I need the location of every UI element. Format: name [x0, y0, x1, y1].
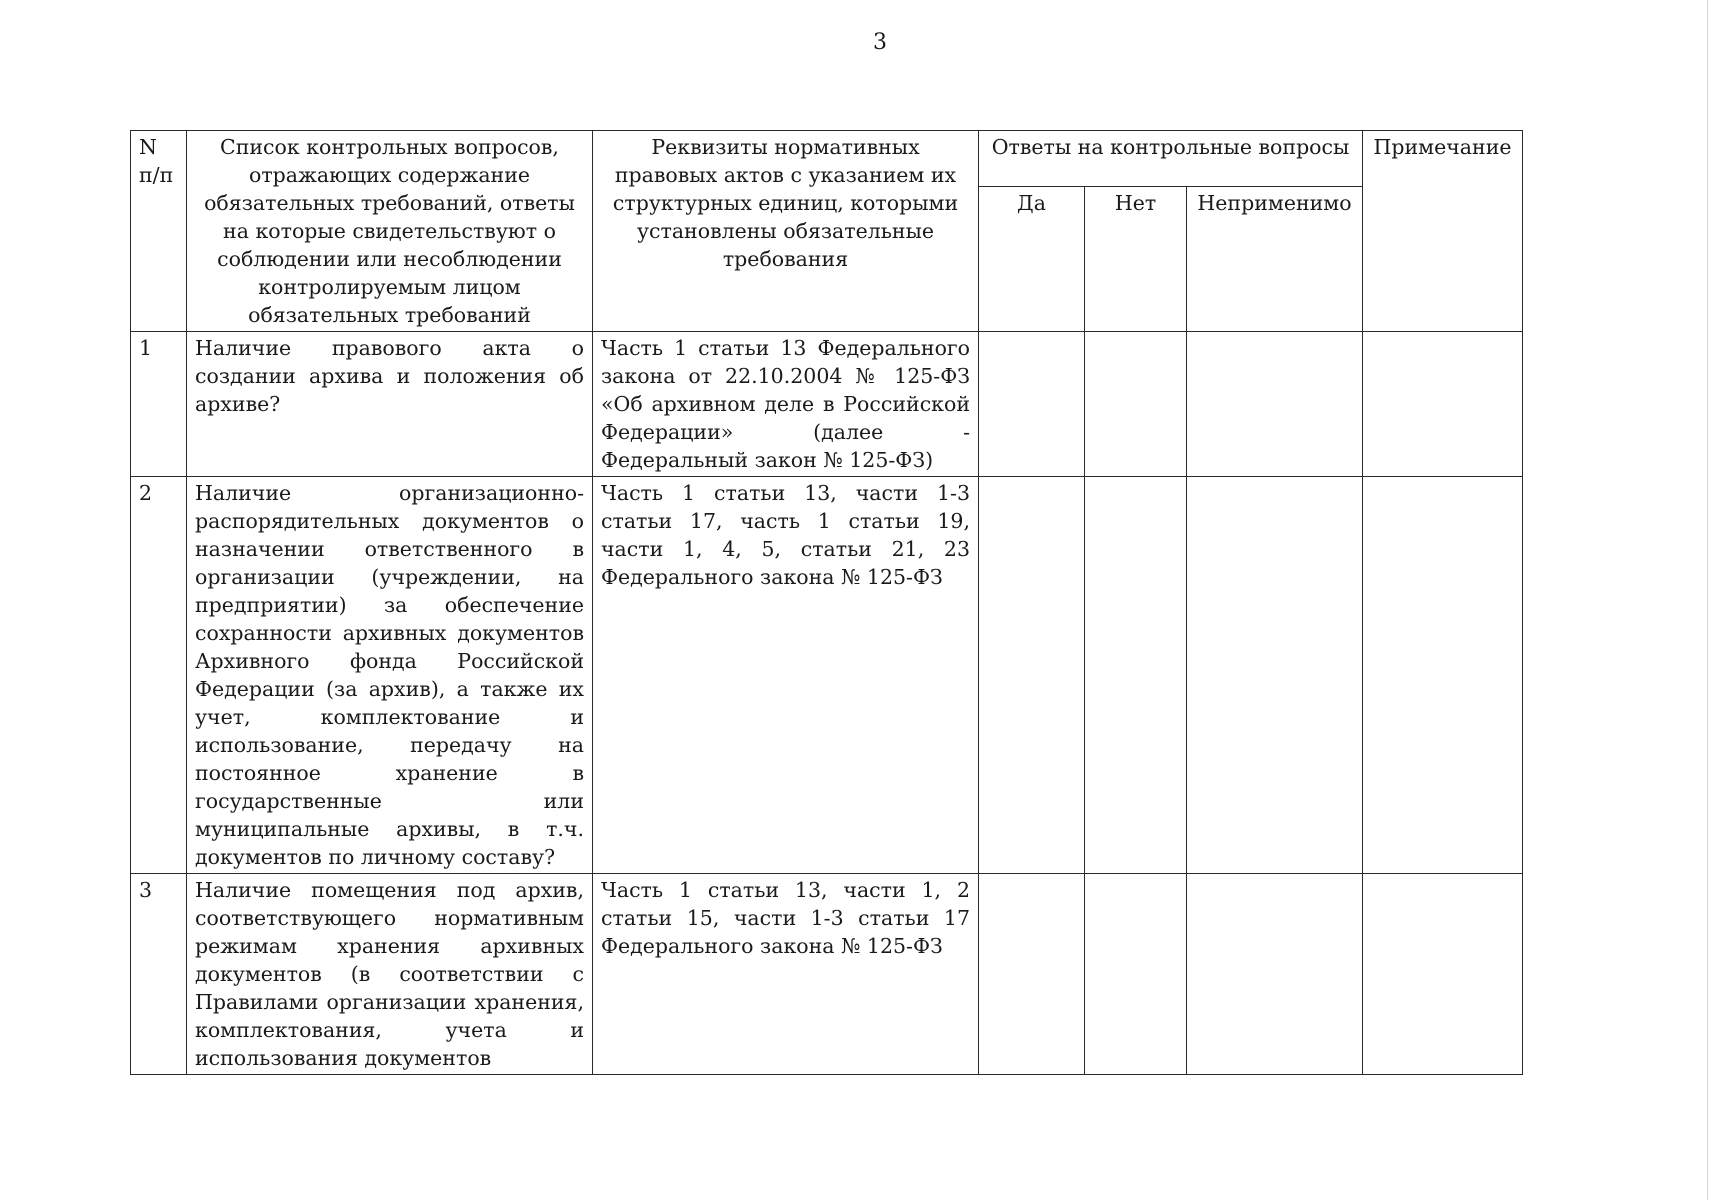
row-question: Наличие правового акта о создании архива и положения об архиве? [187, 332, 593, 477]
table-row [131, 874, 1523, 1075]
answer-no-cell[interactable] [1085, 477, 1187, 874]
checklist-table [130, 130, 1523, 1075]
answer-yes-cell[interactable] [979, 477, 1085, 874]
note-cell[interactable] [1363, 477, 1523, 874]
row-number: 2 [131, 477, 187, 874]
note-cell[interactable] [1363, 332, 1523, 477]
answer-no-cell[interactable] [1085, 332, 1187, 477]
note-cell[interactable] [1363, 874, 1523, 1075]
row-requisites: Часть 1 статьи 13 Федерального закона от 22.10.2004 № 125-ФЗ «Об архивном деле в Российской Федерации» (далее - Федеральный закон № 125-ФЗ) [593, 332, 979, 477]
answer-yes-cell[interactable] [979, 874, 1085, 1075]
answer-not-applicable-cell[interactable] [1187, 332, 1363, 477]
header-not-applicable: Неприменимо [1187, 187, 1363, 332]
header-num: N п/п [131, 131, 187, 332]
answer-yes-cell[interactable] [979, 332, 1085, 477]
table-header-row [131, 131, 1523, 187]
header-note: Примечание [1363, 131, 1523, 332]
answer-not-applicable-cell[interactable] [1187, 874, 1363, 1075]
header-no: Нет [1085, 187, 1187, 332]
answer-not-applicable-cell[interactable] [1187, 477, 1363, 874]
header-requisites: Реквизиты нормативных правовых актов с указанием их структурных единиц, которыми установлены обязательные требования [593, 131, 979, 332]
header-answers: Ответы на контрольные вопросы [979, 131, 1363, 187]
row-number: 3 [131, 874, 187, 1075]
scan-edge-line [1707, 0, 1708, 1200]
row-question: Наличие помещения под архив, соответствующего нормативным режимам хранения архивных документов (в соответствии с Правилами организации хранения, комплектования, учета и использования документов [187, 874, 593, 1075]
row-question: Наличие организационно-распорядительных документов о назначении ответственного в организации (учреждении, на предприятии) за обеспечение сохранности архивных документов Архивного фонда Российской Федерации (за архив), а также их учет, комплектование и использование, передачу на постоянное хранение в государственные или муниципальные архивы, в т.ч. документов по личному составу? [187, 477, 593, 874]
header-yes: Да [979, 187, 1085, 332]
row-requisites: Часть 1 статьи 13, части 1-3 статьи 17, часть 1 статьи 19, части 1, 4, 5, статьи 21, 23 Федерального закона № 125-ФЗ [593, 477, 979, 874]
row-requisites: Часть 1 статьи 13, части 1, 2 статьи 15, части 1-3 статьи 17 Федерального закона № 125-ФЗ [593, 874, 979, 1075]
row-number: 1 [131, 332, 187, 477]
table-row [131, 332, 1523, 477]
header-questions: Список контрольных вопросов, отражающих содержание обязательных требований, ответы на которые свидетельствуют о соблюдении или несоблюдении контролируемым лицом обязательных требований [187, 131, 593, 332]
page-number: 3 [873, 30, 887, 55]
answer-no-cell[interactable] [1085, 874, 1187, 1075]
table-row [131, 477, 1523, 874]
